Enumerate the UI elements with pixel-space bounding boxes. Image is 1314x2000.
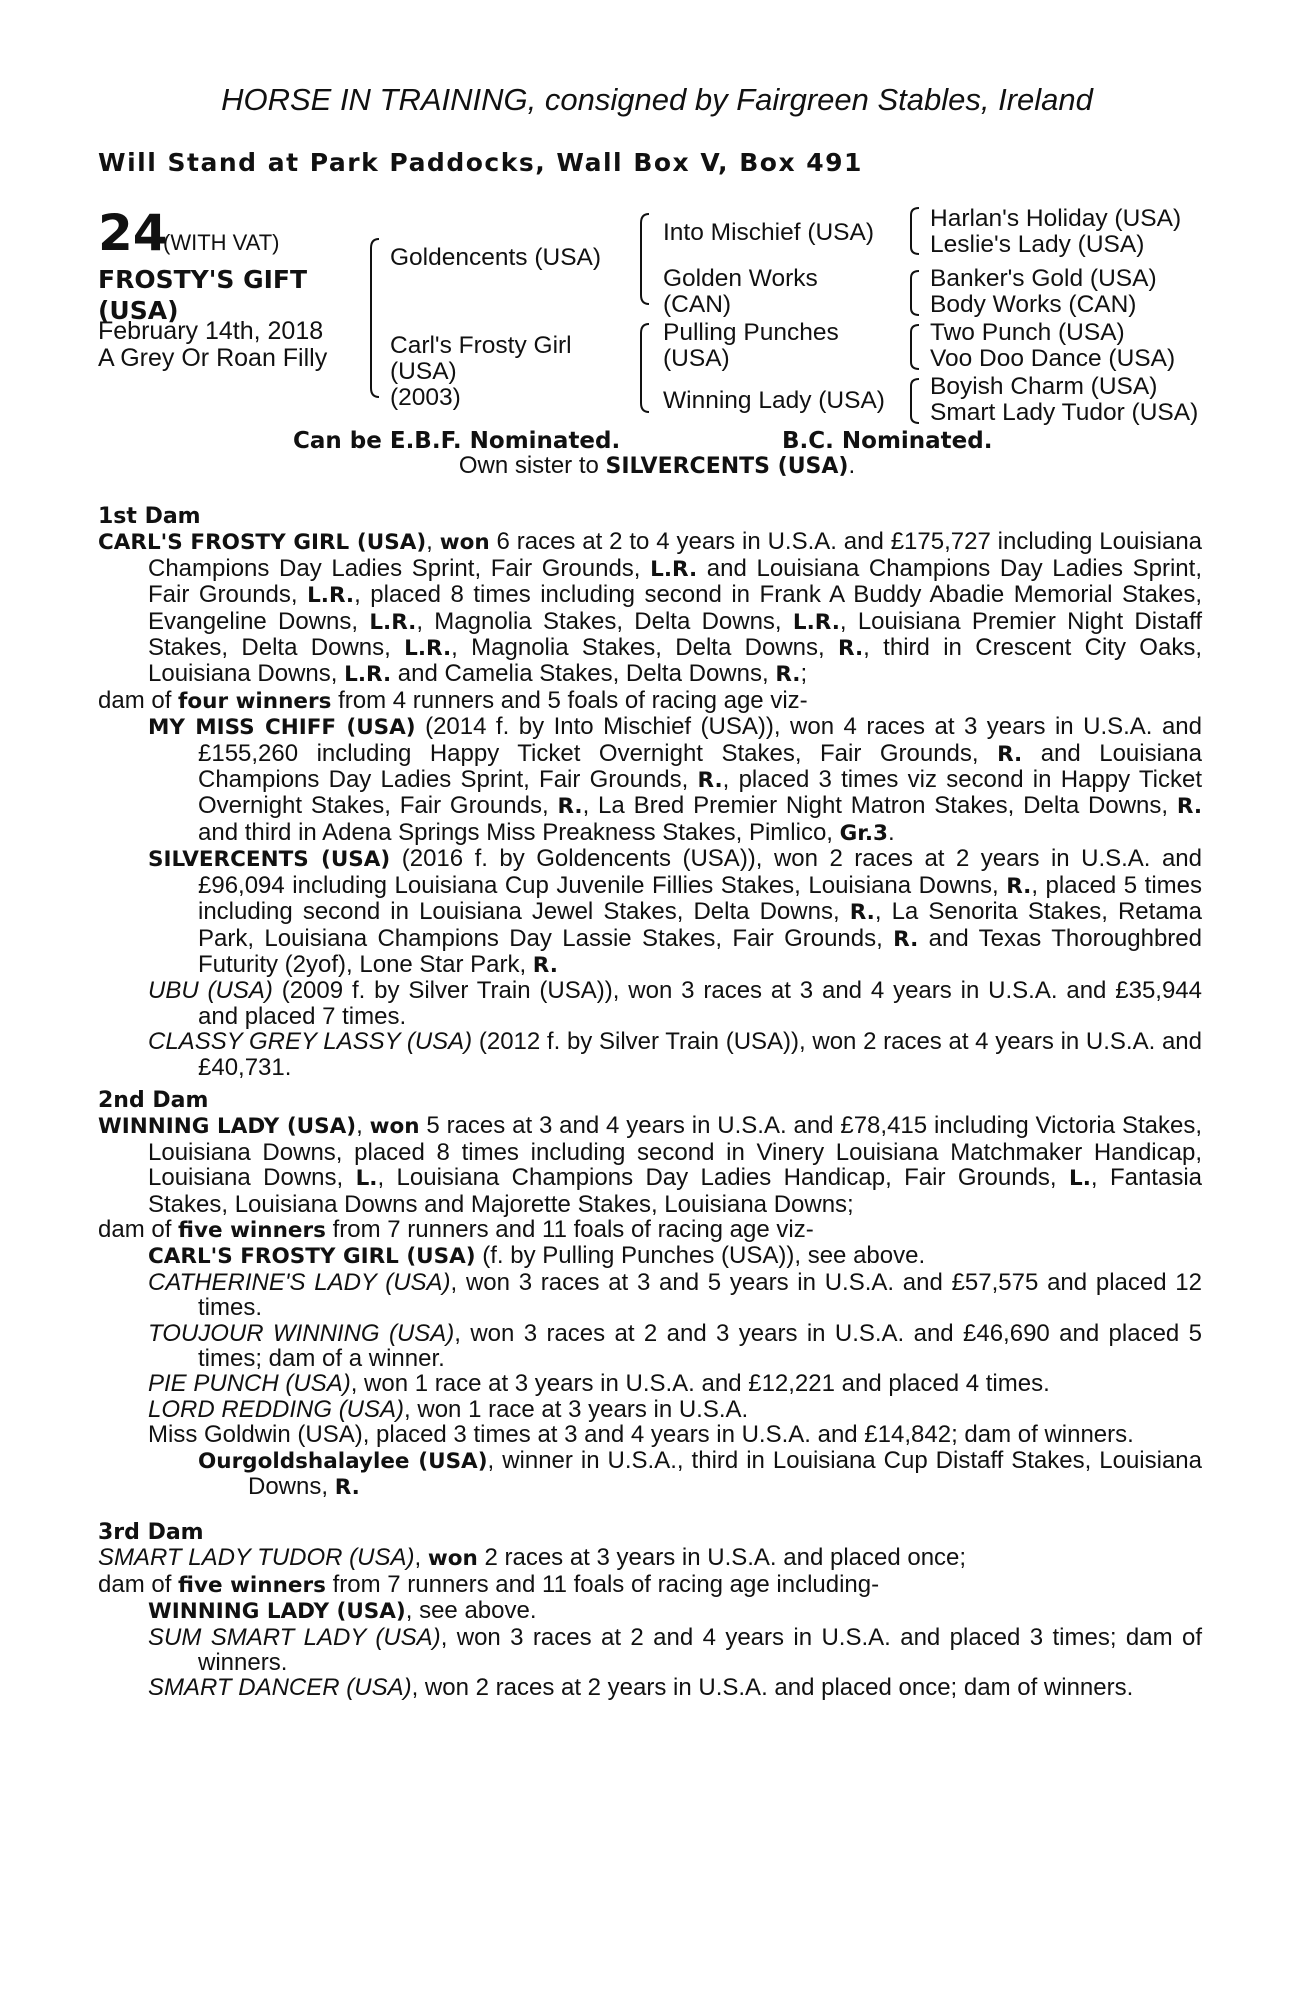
pedigree-dam-sire-line2: (USA) [663, 345, 730, 372]
second-dam-section [98, 1088, 1202, 1501]
text-run: 6 races at 2 to 4 years in U.S.A. and £175,727 including Louisiana Champions Day Ladies Sprint, Fair Grounds, [148, 528, 1203, 582]
first-dam-produce-summary [98, 688, 1202, 714]
stand-location: Will Stand at Park Paddocks, Wall Box V, Box 491 [98, 148, 863, 177]
text-run: from 7 runners and 11 foals of racing age viz- [325, 1216, 814, 1244]
second-dam-grand-progeny [98, 1448, 1202, 1501]
third-dam-produce-summary [98, 1572, 1202, 1598]
pedigree-dam-line2: (USA) [390, 358, 457, 385]
catalogue-header: HORSE IN TRAINING, consigned by Fairgreen Stables, Ireland [221, 82, 1093, 117]
bold-text-run: L.R. [792, 609, 840, 635]
bold-text-run: L.R. [369, 609, 417, 635]
bold-text-run: Gr.3 [839, 820, 888, 846]
text-run: , see above. [405, 1597, 537, 1625]
own-sister-prefix: Own sister to [458, 452, 606, 479]
text-run: , La Senorita Stakes, Retama Park, Louisiana Champions Day Lassie Stakes, Fair Grounds, [198, 898, 1202, 952]
pedigree-dd-dam: Smart Lady Tudor (USA) [930, 399, 1199, 426]
text-run: from 7 runners and 11 foals of racing age including- [325, 1570, 880, 1598]
bold-text-run: CARL'S FROSTY GIRL (USA) [98, 530, 427, 556]
text-run: and Camelia Stakes, Delta Downs, [391, 660, 776, 688]
text-run: (2014 f. by Into Mischief (USA)), won 4 races at 3 years in U.S.A. and £155,260 including Happy Ticket Overnight Stakes, Fair Grounds, [198, 713, 1202, 767]
italic-text-run: CATHERINE'S LADY (USA) [148, 1268, 451, 1296]
text-run: (2009 f. by Silver Train (USA)), won 3 races at 3 and 4 years in U.S.A. and £35,944 and placed 7 times. [198, 977, 1203, 1030]
bc-nomination: B.C. Nominated. [782, 428, 993, 454]
text-run: , won 3 races at 2 and 3 years in U.S.A. and £46,690 and placed 5 times; dam of a winner. [198, 1319, 1202, 1373]
bold-text-run: L.R. [650, 556, 698, 582]
pedigree-dam-line3: (2003) [390, 384, 461, 411]
first-dam-title: 1st Dam [98, 504, 201, 529]
text-run: , Louisiana Premier Night Distaff Stakes, Delta Downs, [148, 607, 1203, 662]
bold-text-run: L.R. [344, 662, 392, 688]
bold-text-run: R. [893, 926, 919, 952]
foaling-date: February 14th, 2018 [98, 317, 324, 345]
pedigree-sire-dam [663, 266, 818, 318]
text-run: (2016 f. by Goldencents (USA)), won 2 races at 2 years in U.S.A. and £96,094 including Louisiana Cup Juvenile Fillies Stakes, Louisiana Downs, [198, 845, 1202, 899]
bold-text-run: won [369, 1114, 420, 1140]
pedigree-sd-dam: Body Works (CAN) [930, 291, 1137, 318]
pedigree-dam-dam: Winning Lady (USA) [663, 387, 885, 414]
lot-number: 24 [98, 204, 168, 262]
bold-text-run: R. [1006, 873, 1032, 899]
pedigree-bracket-gen3-2 [908, 270, 920, 316]
horse-details [98, 318, 327, 372]
bold-text-run: SILVERCENTS (USA) [148, 847, 391, 873]
bold-text-run: L. [355, 1166, 378, 1192]
italic-text-run: SMART DANCER (USA) [148, 1674, 412, 1702]
bold-text-run: R. [775, 662, 801, 688]
bold-text-run: L.R. [404, 636, 452, 662]
bold-text-run: R. [1176, 794, 1202, 820]
pedigree-ds-sire: Two Punch (USA) [930, 319, 1125, 346]
pedigree-bracket-gen3-4 [908, 378, 920, 424]
pedigree-bracket-gen3-1 [908, 207, 920, 255]
vat-note: (WITH VAT) [163, 230, 280, 255]
first-dam-paragraph [98, 529, 1202, 687]
text-run: from 4 runners and 5 foals of racing age viz- [331, 686, 808, 714]
bold-text-run: R. [532, 952, 558, 978]
pedigree-dam-sire-line1: Pulling Punches [663, 319, 839, 346]
progeny-entry [98, 1625, 1202, 1676]
italic-text-run: CLASSY GREY LASSY (USA) [148, 1028, 473, 1056]
third-dam-title: 3rd Dam [98, 1520, 204, 1545]
bold-text-run: won [439, 530, 490, 556]
bold-text-run: five winners [178, 1572, 326, 1598]
bold-text-run: Ourgoldshalaylee (USA) [198, 1448, 488, 1474]
pedigree-dam [390, 333, 572, 411]
first-dam-section [98, 504, 1202, 1080]
text-run: , Magnolia Stakes, Delta Downs, [451, 634, 839, 662]
pedigree-sire-sire: Into Mischief (USA) [663, 219, 875, 246]
text-run: Miss Goldwin (USA), placed 3 times at 3 and 4 years in U.S.A. and £14,842; dam of winners. [148, 1421, 1134, 1449]
progeny-entry [98, 1243, 1202, 1269]
text-run: , won 2 races at 2 years in U.S.A. and placed once; dam of winners. [411, 1674, 1134, 1702]
progeny-entry [98, 1029, 1202, 1080]
pedigree-sire-dam-line2: (CAN) [663, 291, 732, 318]
progeny-entry [98, 1371, 1202, 1396]
second-dam-produce-summary [98, 1217, 1202, 1243]
progeny-entry [98, 1270, 1202, 1321]
bold-text-run: R. [849, 900, 875, 926]
bold-text-run: R. [334, 1475, 360, 1501]
own-sister-note [0, 452, 1314, 480]
second-dam-title: 2nd Dam [98, 1088, 209, 1113]
bold-text-run: CARL'S FROSTY GIRL (USA) [148, 1244, 476, 1270]
pedigree-bracket-gen2-dam [638, 323, 650, 413]
italic-text-run: UBU (USA) [148, 977, 273, 1005]
pedigree-dam-sire [663, 320, 839, 372]
ebf-nomination: Can be E.B.F. Nominated. [293, 428, 621, 454]
horse-name-line1: FROSTY'S GIFT [98, 265, 308, 294]
italic-text-run: LORD REDDING (USA) [148, 1395, 405, 1423]
own-sister-suffix: . [848, 452, 856, 479]
pedigree-ss-dam: Leslie's Lady (USA) [930, 231, 1145, 258]
text-run: . [887, 818, 895, 846]
bold-text-run: L.R. [307, 583, 355, 609]
text-run: dam of [98, 1570, 179, 1598]
bold-text-run: MY MISS CHIFF (USA) [148, 715, 416, 741]
text-run: dam of [98, 686, 179, 714]
own-sister-name: SILVERCENTS (USA) [605, 454, 849, 479]
text-run: , La Bred Premier Night Matron Stakes, Delta Downs, [582, 792, 1177, 820]
text-run: , Magnolia Stakes, Delta Downs, [416, 607, 793, 635]
text-run: and Louisiana Champions Day Ladies Sprint, Fair Grounds, [148, 554, 1202, 609]
bold-text-run: WINNING LADY (USA) [148, 1599, 406, 1625]
pedigree-bracket-gen1 [368, 238, 380, 398]
text-run: , winner in U.S.A., third in Louisiana Cup Distaff Stakes, Louisiana Downs, [248, 1446, 1203, 1501]
pedigree-dam-line1: Carl's Frosty Girl [390, 332, 572, 359]
text-run: , won 3 races at 2 and 4 years in U.S.A. and placed 3 times; dam of winners. [198, 1623, 1203, 1677]
pedigree-ds-dam: Voo Doo Dance (USA) [930, 345, 1176, 372]
progeny-entry [98, 1321, 1202, 1372]
pedigree-sd-sire: Banker's Gold (USA) [930, 265, 1157, 292]
horse-name-line2: (USA) [98, 296, 179, 325]
first-dam-progeny-list [98, 714, 1202, 1080]
bold-text-run: four winners [178, 688, 332, 714]
pedigree-dd-sire: Boyish Charm (USA) [930, 373, 1158, 400]
progeny-entry [98, 1675, 1202, 1700]
italic-text-run: TOUJOUR WINNING (USA) [148, 1319, 455, 1347]
bold-text-run: five winners [178, 1218, 326, 1244]
third-dam-progeny-list [98, 1598, 1202, 1701]
pedigree-bracket-gen3-3 [908, 324, 920, 370]
progeny-entry [98, 1397, 1202, 1422]
sex-colour: A Grey Or Roan Filly [98, 344, 328, 372]
italic-text-run: PIE PUNCH (USA) [148, 1370, 351, 1398]
text-run: and Louisiana Champions Day Ladies Sprint, Fair Grounds, [198, 739, 1202, 794]
pedigree-sire: Goldencents (USA) [390, 244, 602, 271]
progeny-entry [98, 714, 1202, 846]
text-run: , [426, 528, 440, 556]
bold-text-run: R. [997, 741, 1023, 767]
bold-text-run: R. [557, 794, 583, 820]
text-run: and third in Adena Springs Miss Preakness Stakes, Pimlico, [198, 818, 840, 846]
pedigree-ss-sire: Harlan's Holiday (USA) [930, 205, 1182, 232]
text-run: , placed 3 times viz second in Happy Ticket Overnight Stakes, Fair Grounds, [198, 766, 1202, 820]
second-dam-progeny-list [98, 1243, 1202, 1447]
text-run: (f. by Pulling Punches (USA)), see above. [475, 1242, 926, 1270]
pedigree-sire-dam-line1: Golden Works [663, 265, 818, 292]
pedigree-bracket-gen2-sire [638, 213, 650, 305]
text-run: , Fantasia Stakes, Louisiana Downs and Majorette Stakes, Louisiana Downs; [148, 1164, 1202, 1218]
text-run: (2012 f. by Silver Train (USA)), won 2 races at 4 years in U.S.A. and £40,731. [198, 1028, 1203, 1081]
second-dam-paragraph [98, 1113, 1202, 1217]
text-run: 2 races at 3 years in U.S.A. and placed once; [477, 1544, 967, 1572]
third-dam-section [98, 1520, 1202, 1701]
text-run: 5 races at 3 and 4 years in U.S.A. and £78,415 including Victoria Stakes, Louisiana Downs, placed 8 times including second in Vinery Louisiana Matchmaker Handicap, Louisiana Downs, [148, 1112, 1202, 1192]
bold-text-run: R. [697, 768, 723, 794]
progeny-entry [98, 978, 1202, 1029]
bold-text-run: won [427, 1546, 478, 1572]
text-run: , won 1 race at 3 years in U.S.A. and £12,221 and placed 4 times. [350, 1370, 1050, 1398]
bold-text-run: WINNING LADY (USA) [98, 1114, 357, 1140]
text-run: and Texas Thoroughbred Futurity (2yof), Lone Star Park, [198, 924, 1202, 978]
text-run: , placed 8 times including second in Frank A Buddy Abadie Memorial Stakes, Evangeline Downs, [148, 581, 1202, 635]
progeny-entry [98, 1598, 1202, 1624]
progeny-entry [98, 846, 1202, 978]
text-run: , [414, 1544, 428, 1572]
text-run: , won 1 race at 3 years in U.S.A. [404, 1395, 749, 1423]
text-run: , third in Crescent City Oaks, Louisiana Downs, [148, 634, 1202, 688]
italic-text-run: SUM SMART LADY (USA) [148, 1623, 441, 1651]
text-run: ; [800, 660, 808, 688]
text-run: , [356, 1112, 370, 1140]
text-run: , won 3 races at 3 and 5 years in U.S.A. and £57,575 and placed 12 times. [198, 1268, 1202, 1322]
progeny-entry [98, 1422, 1202, 1447]
text-run: dam of [98, 1216, 179, 1244]
bold-text-run: R. [838, 636, 864, 662]
italic-text-run: SMART LADY TUDOR (USA) [98, 1544, 415, 1572]
text-run: , Louisiana Champions Day Ladies Handicap, Fair Grounds, [377, 1164, 1069, 1192]
bold-text-run: L. [1069, 1166, 1091, 1192]
text-run: , placed 5 times including second in Louisiana Jewel Stakes, Delta Downs, [198, 871, 1203, 926]
third-dam-paragraph [98, 1545, 1202, 1571]
